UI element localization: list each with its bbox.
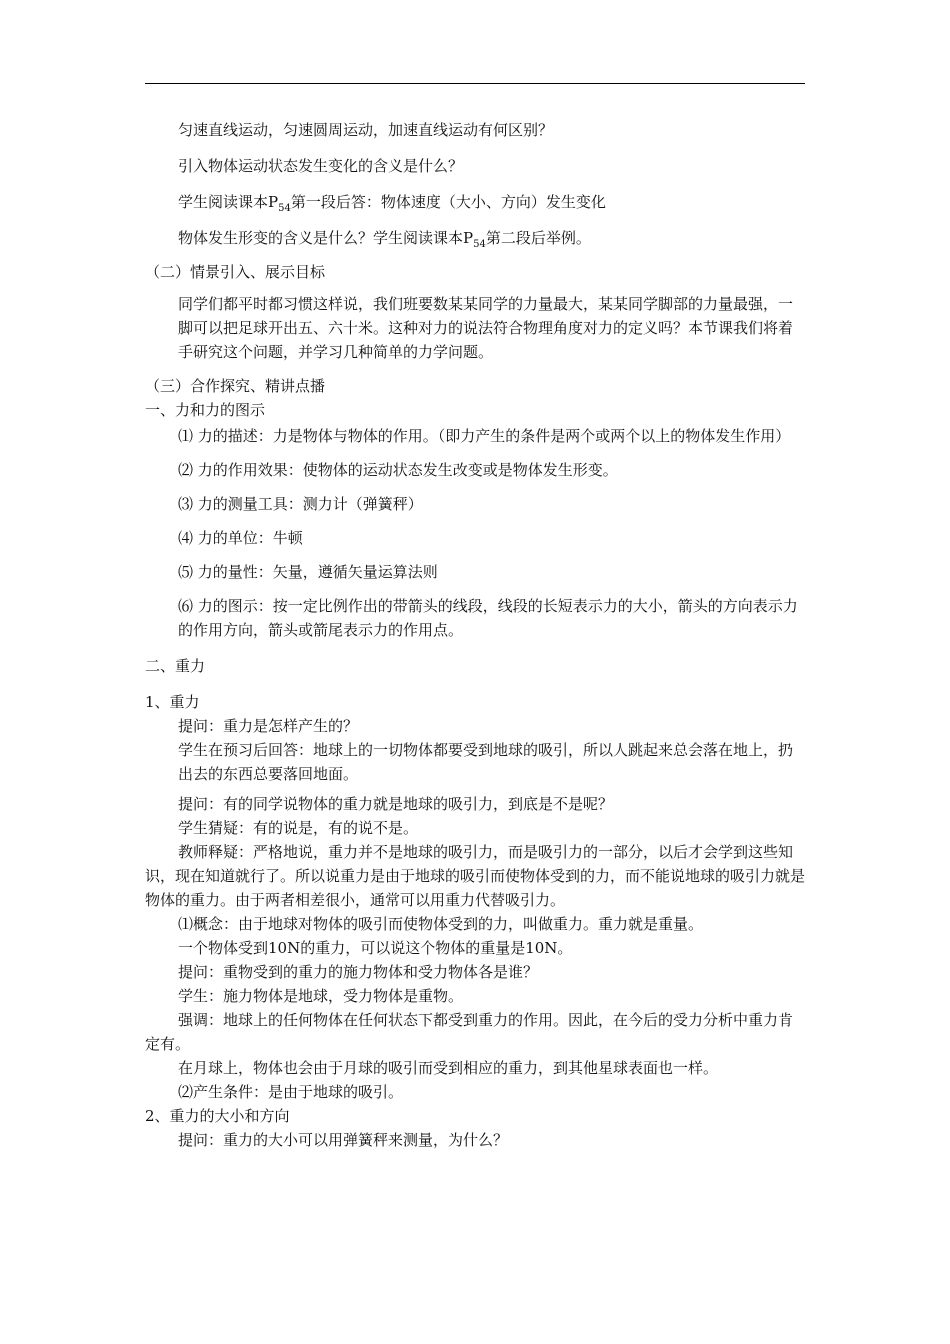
force-item-4: ⑷ 力的单位：牛顿 — [178, 529, 303, 547]
gravity-teacher-explain: 教师释疑：严格地说，重力并不是地球的吸引力，而是吸引力的一部分，以后才会学到这些知识，现在知道就行了。所以说重力是由于地球的吸引而使物体受到的力，而不能说地球的吸引力就是物体的重力。由于两者相差很小，通常可以用重力代替吸引力。 — [145, 843, 806, 909]
heading-section-two: （二）情景引入、展示目标 — [145, 263, 326, 281]
question-motion-state: 引入物体运动状态发生变化的含义是什么？ — [178, 157, 464, 175]
question-deformation: 物体发生形变的含义是什么？学生阅读课本$P_{54}$第二段后举例。 — [178, 229, 591, 250]
answer-velocity-change: 学生阅读课本$P_{54}$第一段后答：物体速度（大小、方向）发生变化 — [178, 193, 606, 214]
intro-paragraph: 同学们都平时都习惯这样说，我们班要数某某同学的力量最大，某某同学脚部的力量最强，一脚可以把足球开出五、六十米。这种对力的说法符合物理角度对力的定义吗？本节课我们将着手研究这个问题，并学习几种简单的力学问题。 — [178, 295, 794, 361]
heading-gravity: 二、重力 — [145, 657, 206, 675]
heading-section-three: （三）合作探究、精讲点播 — [145, 377, 326, 395]
subheading-gravity-1: 1、重力 — [145, 693, 200, 711]
gravity-moon: 在月球上，物体也会由于月球的吸引而受到相应的重力，到其他星球表面也一样。 — [178, 1059, 719, 1077]
gravity-example: 一个物体受到10N的重力，可以说这个物体的重量是10N。 — [178, 939, 573, 957]
gravity-question-1: 提问：重力是怎样产生的？ — [178, 717, 359, 735]
gravity-answer-1: 学生在预习后回答：地球上的一切物体都要受到地球的吸引，所以人跳起来总会落在地上，扔出去的东西总要落回地面。 — [178, 741, 794, 783]
force-item-3: ⑶ 力的测量工具：测力计（弹簧秤） — [178, 495, 423, 513]
gravity-condition: ⑵产生条件：是由于地球的吸引。 — [178, 1083, 404, 1101]
gravity-question-4: 提问：重力的大小可以用弹簧秤来测量，为什么？ — [178, 1131, 509, 1149]
force-item-1: ⑴ 力的描述：力是物体与物体的作用。（即力产生的条件是两个或两个以上的物体发生作用） — [178, 427, 791, 445]
document-body — [145, 118, 807, 1152]
header-rule — [145, 83, 805, 84]
gravity-question-3: 提问：重物受到的重力的施力物体和受力物体各是谁？ — [178, 963, 539, 981]
force-item-2: ⑵ 力的作用效果：使物体的运动状态发生改变或是物体发生形变。 — [178, 461, 618, 479]
gravity-concept: ⑴概念：由于地球对物体的吸引而使物体受到的力，叫做重力。重力就是重量。 — [178, 915, 704, 933]
subheading-gravity-2: 2、重力的大小和方向 — [145, 1107, 290, 1125]
question-motion-types: 匀速直线运动，匀速圆周运动，加速直线运动有何区别？ — [178, 121, 554, 139]
force-item-6: ⑹ 力的图示：按一定比例作出的带箭头的线段，线段的长短表示力的大小，箭头的方向表示力的作用方向，箭头或箭尾表示力的作用点。 — [178, 597, 798, 639]
heading-force: 一、力和力的图示 — [145, 401, 266, 419]
gravity-question-2: 提问：有的同学说物体的重力就是地球的吸引力，到底是不是呢？ — [178, 795, 614, 813]
gravity-student-guess: 学生猜疑：有的说是，有的说不是。 — [178, 819, 419, 837]
gravity-emphasis: 强调：地球上的任何物体在任何状态下都受到重力的作用。因此，在今后的受力分析中重力肯定有。 — [145, 1011, 794, 1053]
gravity-answer-3: 学生：施力物体是地球，受力物体是重物。 — [178, 987, 464, 1005]
force-item-5: ⑸ 力的量性：矢量，遵循矢量运算法则 — [178, 563, 438, 581]
